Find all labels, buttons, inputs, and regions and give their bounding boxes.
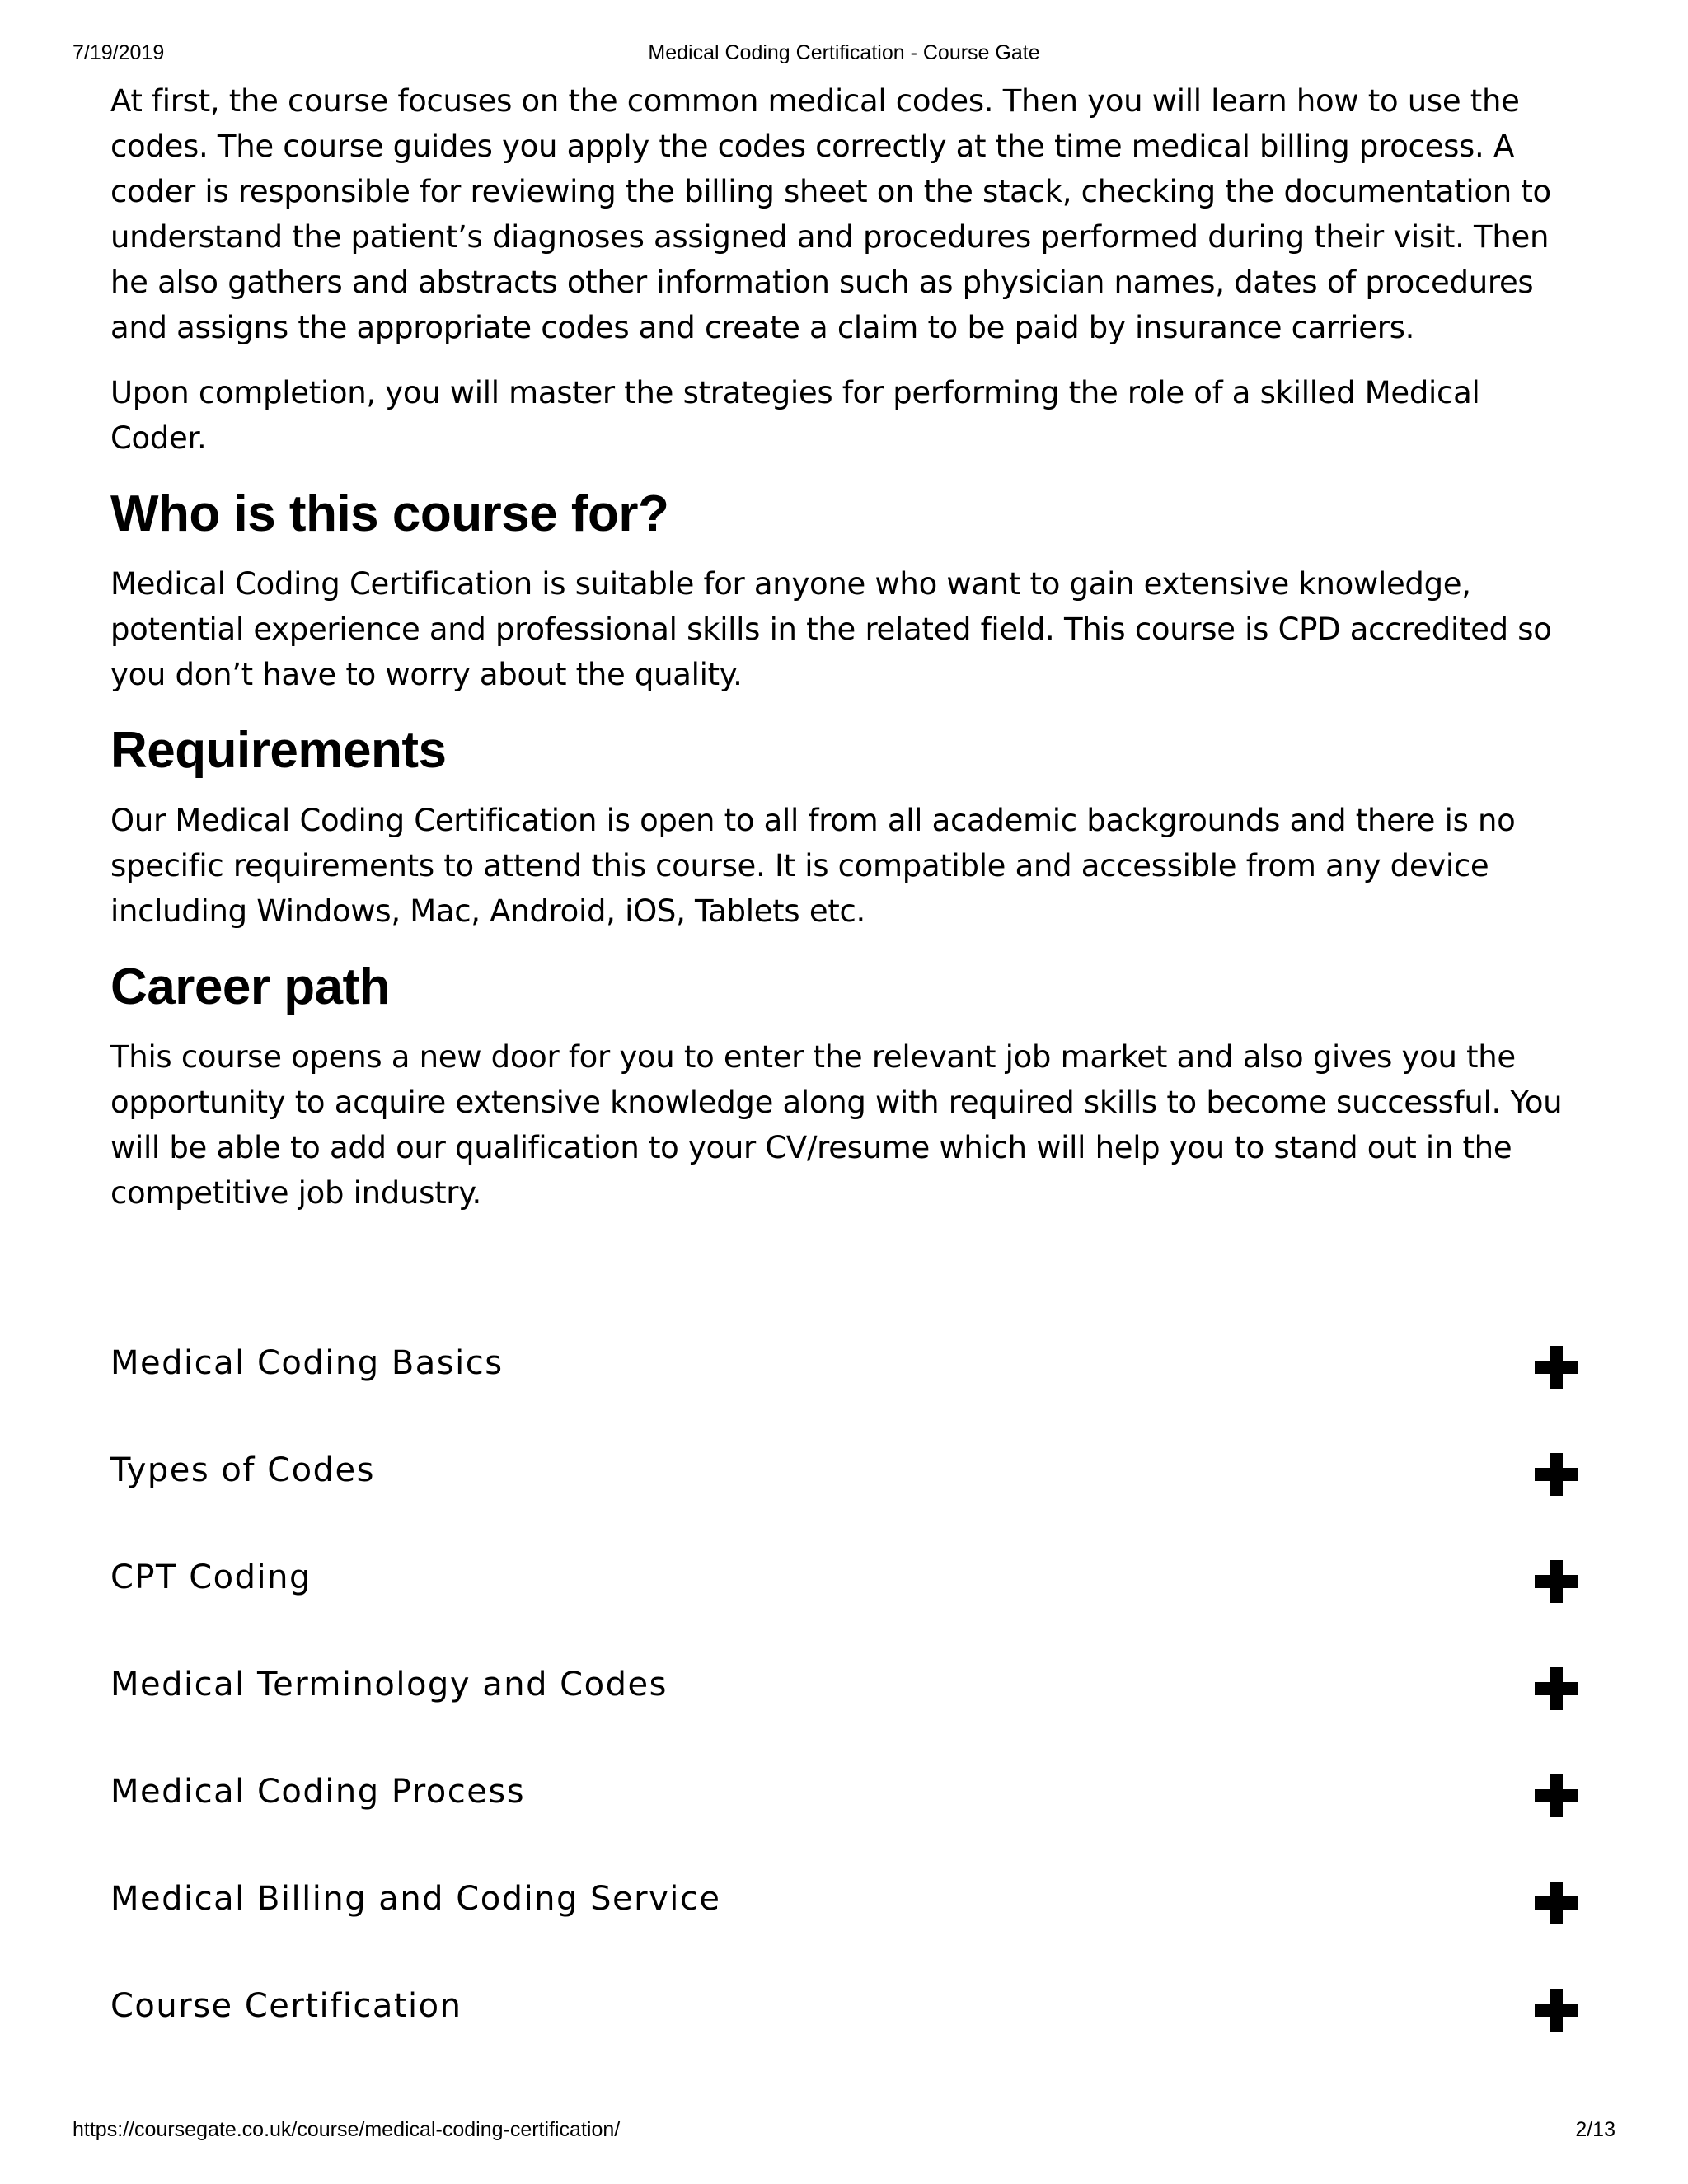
accordion-item-label: Medical Billing and Coding Service [110, 1880, 721, 1918]
plus-icon[interactable] [1535, 1882, 1578, 1924]
accordion-item-medical-coding-basics[interactable] [110, 1331, 1578, 1438]
accordion-item-billing-and-coding-service[interactable] [110, 1867, 1578, 1974]
accordion-item-label: Medical Terminology and Codes [110, 1666, 668, 1704]
who-paragraph: Medical Coding Certification is suitable for anyone who want to gain extensive knowledge, potential experience and professional skills in the related field. This course is CPD accredited so you don’t have to worry about the quality. [110, 566, 1552, 692]
accordion-item-label: Medical Coding Process [110, 1773, 526, 1811]
who-heading: Who is this course for? [110, 485, 669, 542]
career-heading: Career path [110, 958, 391, 1015]
accordion-item-medical-terminology[interactable] [110, 1652, 1578, 1760]
plus-icon[interactable] [1535, 1453, 1578, 1496]
accordion-item-label: CPT Coding [110, 1558, 312, 1596]
accordion-item-label: Course Certification [110, 1987, 462, 2025]
accordion-item-medical-coding-process[interactable] [110, 1760, 1578, 1867]
main-content [110, 78, 1578, 1235]
requirements-heading: Requirements [110, 722, 447, 779]
page-title: Medical Coding Certification - Course Gate [648, 41, 1040, 64]
career-paragraph: This course opens a new door for you to enter the relevant job market and also gives you the opportunity to acquire extensive knowledge along with required skills to become successful. You will be able to add our qualification to your CV/resume which will help you to stand out in the competitive job industry. [110, 1039, 1563, 1211]
plus-icon[interactable] [1535, 1667, 1578, 1710]
accordion-item-label: Medical Coding Basics [110, 1344, 504, 1382]
accordion-item-label: Types of Codes [110, 1451, 375, 1489]
accordion-item-cpt-coding[interactable] [110, 1545, 1578, 1652]
print-footer [73, 2118, 1615, 2144]
intro-paragraph: At first, the course focuses on the common medical codes. Then you will learn how to use the codes. The course guides you apply the codes correctly at the time medical billing process. A coder is responsible for reviewing the billing sheet on the stack, checking the documentation to understand the patient’s diagnoses assigned and procedures performed during their visit. Then he also gathers and abstracts other information such as physician names, dates of procedures and assigns the appropriate codes and create a claim to be paid by insurance carriers. [110, 83, 1551, 345]
plus-icon[interactable] [1535, 1774, 1578, 1817]
requirements-paragraph: Our Medical Coding Certification is open to all from all academic backgrounds and there is no specific requirements to attend this course. It is compatible and accessible from any device including Windows, Mac, Android, iOS, Tablets etc. [110, 803, 1516, 929]
page-url: https://coursegate.co.uk/course/medical-coding-certification/ [73, 2118, 621, 2141]
accordion-item-types-of-codes[interactable] [110, 1438, 1578, 1545]
completion-paragraph: Upon completion, you will master the strategies for performing the role of a skilled Medical Coder. [110, 375, 1480, 456]
page-number: 2/13 [1575, 2118, 1615, 2141]
plus-icon[interactable] [1535, 1989, 1578, 2032]
accordion-item-course-certification[interactable] [110, 1974, 1578, 2081]
plus-icon[interactable] [1535, 1346, 1578, 1389]
curriculum-accordion [110, 1331, 1578, 2081]
print-date: 7/19/2019 [73, 41, 165, 64]
print-header [73, 41, 1615, 68]
plus-icon[interactable] [1535, 1560, 1578, 1603]
